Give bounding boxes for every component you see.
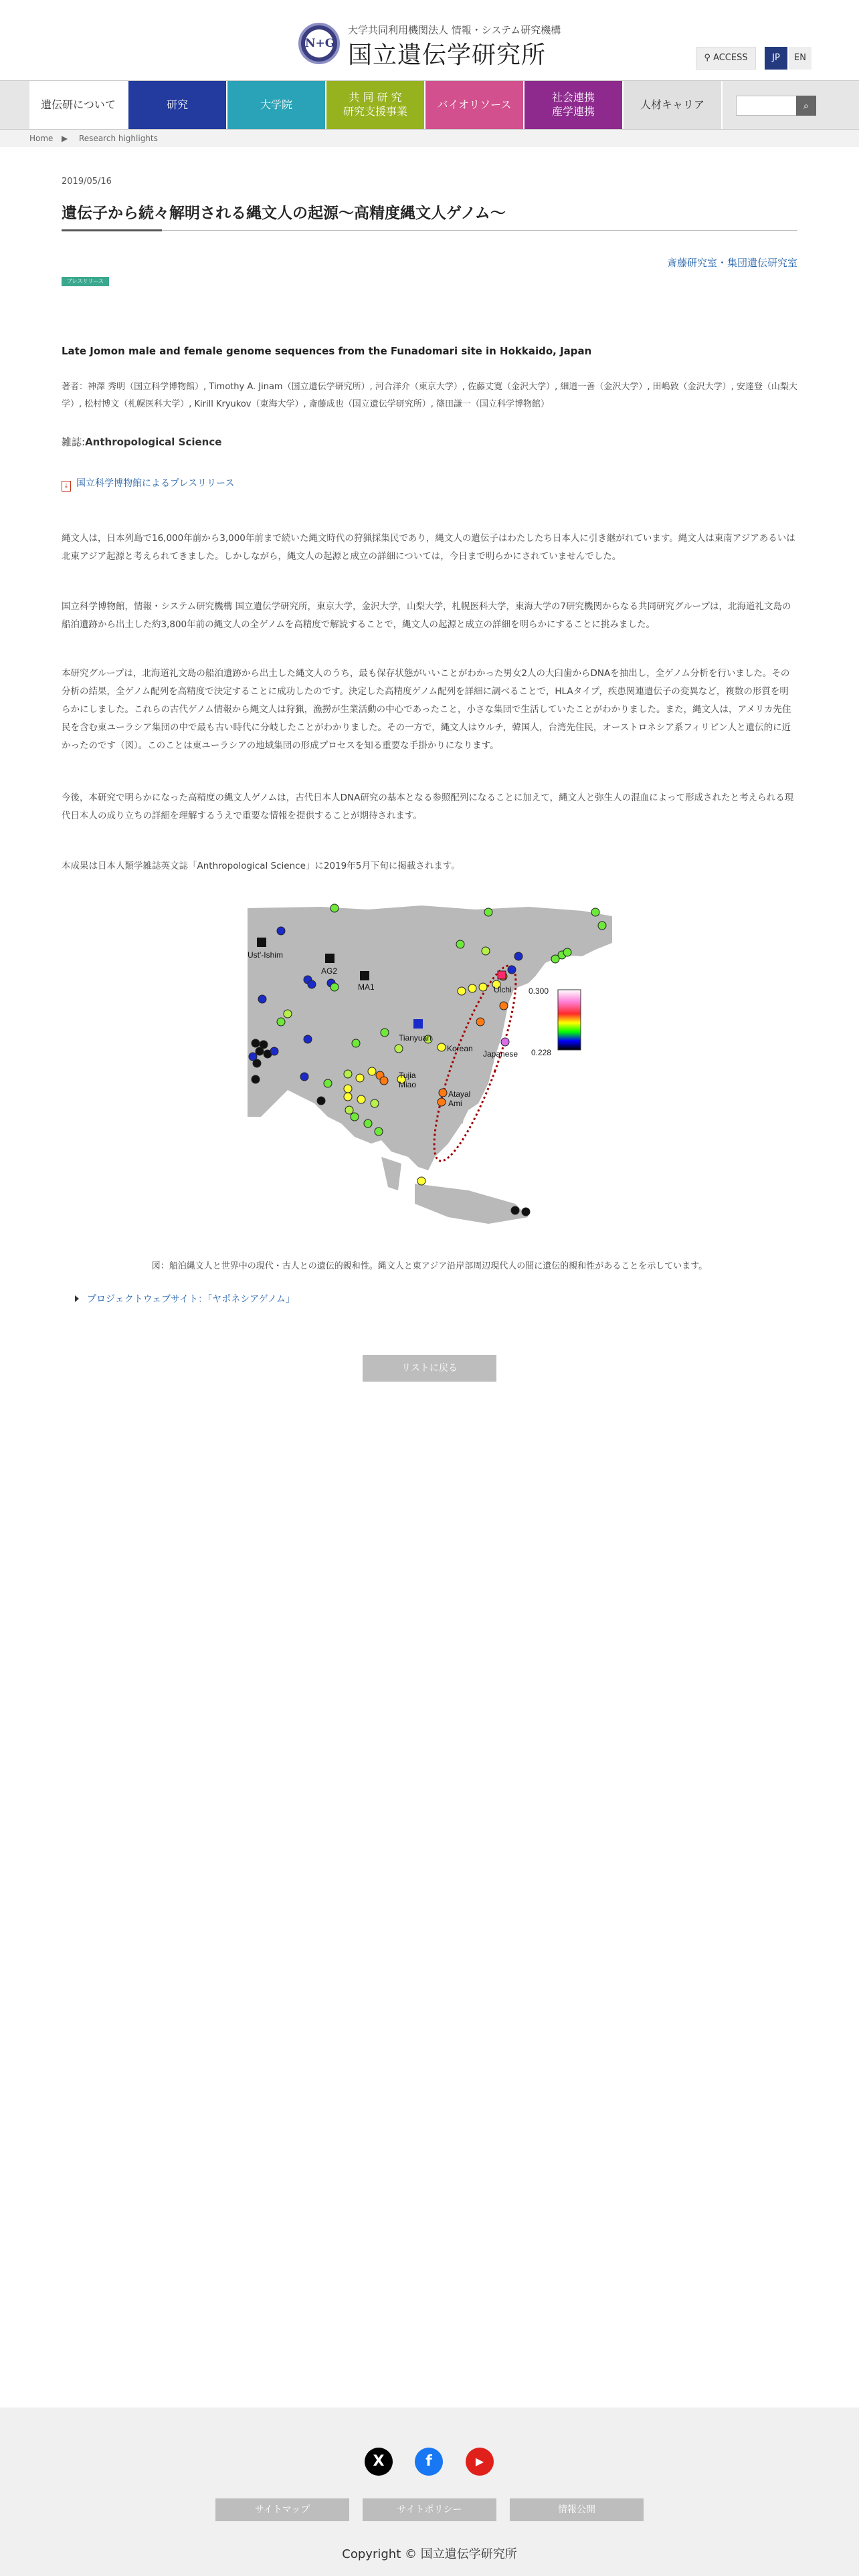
nav-item-about[interactable] (29, 81, 128, 129)
map-label: MA1 (358, 982, 375, 992)
scale-min-label: 0.228 (531, 1048, 552, 1057)
map-dot (375, 1128, 383, 1136)
map-dot (357, 1095, 365, 1103)
nav-label: 研究 (166, 98, 188, 111)
lang-jp-button[interactable]: JP (765, 47, 787, 70)
site-header (0, 0, 859, 80)
nav-label: 社会連携 産学連携 (551, 91, 595, 118)
map-dot (330, 983, 339, 991)
arrow-right-icon (75, 1295, 79, 1302)
scale-max-label: 0.300 (529, 986, 549, 996)
paragraph-1: 縄文人は，日本列島で16,000年前から3,000年前まで続いた縄文時代の狩猟採集民であり，縄文人の遺伝子はわたしたち日本人に引き継がれています。縄文人は東南アジアあるいは北東アジア起源と考えられてきました。しかしながら，縄文人の起源と成立の詳細については，今日まで明らかにされていませんでした。 (62, 533, 795, 562)
youtube-icon[interactable] (466, 2448, 494, 2476)
map-dot (344, 1093, 352, 1101)
map-dot (522, 1208, 530, 1216)
map-dot (468, 984, 476, 992)
map-dot (514, 952, 522, 960)
nav-item-career[interactable] (624, 81, 723, 129)
disclosure-link[interactable]: 情報公開 (510, 2498, 644, 2521)
logo-title: 国立遺伝学研究所 (348, 41, 547, 69)
map-dot (508, 966, 516, 974)
map-dot (438, 1043, 446, 1051)
map-dot (277, 1018, 285, 1026)
global-nav (0, 80, 859, 130)
map-dot (356, 1074, 364, 1082)
map-dot (258, 995, 266, 1003)
article-title: 遺伝子から続々解明される縄文人の起源〜高精度縄文人ゲノム〜 (62, 205, 506, 222)
logo-mark-icon (298, 23, 340, 64)
nav-label: 遺伝研について (41, 98, 116, 111)
map-dot (482, 947, 490, 955)
breadcrumb-home[interactable]: Home (29, 134, 54, 143)
map-dot (252, 1075, 260, 1083)
map-dot (380, 1077, 388, 1085)
map-dot (479, 983, 487, 991)
map-dot (304, 1035, 312, 1043)
map-dot (270, 1047, 278, 1055)
nav-item-bioresource[interactable] (425, 81, 524, 129)
map-dot (395, 1045, 403, 1053)
journal-label: 雑誌: (62, 436, 86, 448)
map-dot (501, 1038, 509, 1046)
article-date: 2019/05/16 (62, 177, 112, 187)
youtube-glyph: ▶ (475, 2455, 484, 2468)
back-to-list-button[interactable]: リストに戻る (363, 1355, 496, 1382)
x-icon[interactable] (365, 2448, 393, 2476)
x-glyph: X (373, 2453, 385, 2470)
map-dot (345, 1106, 353, 1114)
nav-label: 共 同 研 究 研究支援事業 (343, 91, 407, 118)
map-dot (364, 1119, 372, 1128)
access-button[interactable] (696, 47, 756, 70)
map-dot (352, 1039, 360, 1047)
map-label: Ulchi (494, 985, 512, 994)
map-dot (439, 1089, 447, 1097)
map-dot (344, 1070, 352, 1078)
facebook-glyph: f (425, 2453, 432, 2470)
nav-item-research[interactable] (128, 81, 227, 129)
lang-en-button[interactable]: EN (789, 47, 812, 70)
map-dot (253, 1059, 261, 1067)
map-dot (484, 908, 492, 916)
title-divider (62, 230, 797, 231)
pdf-icon: ⤓ (62, 481, 71, 492)
map-dot (563, 948, 571, 956)
search-icon[interactable]: ⌕ (796, 96, 816, 116)
nav-item-graduate[interactable] (227, 81, 326, 129)
malaysia-landmass (381, 1157, 401, 1190)
map-dot (500, 1002, 508, 1010)
press-release-label: 国立科学博物館によるプレスリリース (76, 478, 235, 489)
map-label: Ami (448, 1099, 462, 1108)
affinity-map (248, 903, 622, 1244)
logo-subtitle: 大学共同利用機関法人 情報・システム研究機構 (348, 24, 561, 36)
map-dot (308, 980, 316, 988)
paragraph-3: 本研究グループは，北海道礼文島の船泊遺跡から出土した縄文人のうち，最も保存状態がいいことがわかった男女2人の大臼歯からDNAを抽出し，全ゲノム分析を行いました。その分析の結果，全ゲノム配列を高精度で決定することに成功したのです。決定した高精度ゲノム配列を詳細に調べることで，HLAタイプ，疾患関連遺伝子の変異など，複数の形質を明らかにしました。これらの古代ゲノム情報から縄文人は狩猟，漁撈が生業活動の中心であったこと，小さな集団で生活していたことがわかりました。また，縄文人は，アメリカ先住民を含む東ユーラシア集団の中で最も古い時代に分岐したことがわかりました。その一方で，縄文人はウルチ，韓国人，台湾先住民，オーストロネシア系フィリピン人と遺伝的に近かったのです（図）。このことは東ユーラシアの地域集団の形成プロセスを知る重要な手掛かりになります。 (62, 668, 791, 751)
map-dot (591, 908, 599, 916)
project-website-label: プロジェクトウェブサイト：「ヤポネシアゲノム」 (87, 1294, 295, 1305)
jomon-sample-marker (498, 971, 506, 979)
copyright: Copyright © 国立遺伝学研究所 (342, 2547, 517, 2561)
journal-name: Anthropological Science (85, 436, 222, 448)
map-dot (476, 1018, 484, 1026)
map-label: Japanese (483, 1049, 518, 1059)
location-pin-icon: ⚲ (704, 53, 710, 63)
site-logo[interactable] (298, 20, 559, 67)
map-label: Atayal (448, 1089, 471, 1099)
color-scale (558, 990, 581, 1050)
map-dot (511, 1206, 519, 1214)
affinity-map-figure (248, 903, 622, 1244)
breadcrumb (0, 130, 859, 147)
map-dot (368, 1067, 376, 1075)
map-dot (551, 955, 559, 963)
map-dot (317, 1097, 325, 1105)
paragraph-4: 今後，本研究で明らかになった高精度の縄文人ゲノムは，古代日本人DNA研究の基本となる参照配列になることに加えて，縄文人と弥生人の混血によって形成されたと考えられる現代日本人の成り立ちの詳細を理解するうえで重要な情報を提供することが期待されます。 (62, 792, 794, 821)
map-dot (284, 1010, 292, 1018)
paragraph-5: 本成果は日本人類学雑誌英文誌「Anthropological Science」に2019年5月下旬に掲載されます。 (62, 861, 460, 871)
site-footer (0, 2407, 859, 2576)
map-dot (330, 904, 339, 912)
facebook-icon[interactable] (415, 2448, 443, 2476)
map-dot (598, 922, 606, 930)
map-label: Miao (399, 1080, 417, 1089)
paper-title: Late Jomon male and female genome sequences from the Funadomari site in Hokkaido, Japan (62, 345, 592, 357)
figure-caption: 図：船泊縄文人と世界中の現代・古人との遺伝的親和性。縄文人と東アジア沿岸部周辺現代人の間に遺伝的親和性があることを示しています。 (151, 1261, 708, 1271)
nav-label: 大学院 (260, 98, 292, 111)
map-dot (371, 1099, 379, 1107)
access-label: ACCESS (713, 53, 748, 63)
map-dot (324, 1079, 332, 1087)
lab-link[interactable]: 斎藤研究室・集団遺伝研究室 (666, 257, 797, 269)
map-dot (417, 1177, 425, 1185)
indonesia-landmass (415, 1184, 529, 1224)
sitemap-link[interactable]: サイトマップ (215, 2498, 349, 2521)
map-dot (438, 1098, 446, 1106)
map-dot (300, 1073, 308, 1081)
authors: 著者：神澤 秀明（国立科学博物館）, Timothy A. Jinam（国立遺伝学研究所）, 河合洋介（東京大学）, 佐藤丈寛（金沢大学）, 細道一善（金沢大学）, 田嶋敦（金沢大学）, 安達登（山梨大学）, 松村博文（札幌医科大学）, Kirill Kryukov（東海大学）, 斎藤成也（国立遺伝学研究所）, 篠田謙一（国立科学博物館） (62, 382, 797, 409)
map-label: Ust'-Ishim (248, 950, 283, 960)
project-website-link[interactable] (75, 1292, 295, 1305)
map-label: Korean (447, 1044, 473, 1053)
nav-item-collaboration[interactable] (326, 81, 425, 129)
ancient-sample-marker (257, 938, 266, 947)
breadcrumb-separator-icon: ▶ (62, 134, 68, 143)
paragraph-2: 国立科学博物館，情報・システム研究機構 国立遺伝学研究所，東京大学，金沢大学，山梨大学，札幌医科大学，東海大学の7研究機関からなる共同研究グループは，北海道礼文島の船泊遺跡から出土した約3,800年前の縄文人の全ゲノムを高精度で解読することで，縄文人の起源と成立の詳細を明らかにすることに挑みました。 (62, 601, 791, 630)
map-label: AG2 (321, 966, 338, 976)
ancient-sample-marker (360, 971, 369, 980)
map-dot (458, 987, 466, 995)
breadcrumb-current[interactable]: Research highlights (79, 134, 158, 143)
map-dot (277, 927, 285, 935)
map-dot (381, 1029, 389, 1037)
category-tag: プレスリリース (62, 277, 109, 286)
press-release-link[interactable] (62, 476, 234, 492)
ancient-sample-marker (325, 954, 335, 963)
journal (62, 435, 221, 449)
map-dot (256, 1047, 264, 1055)
nav-item-social[interactable] (524, 81, 624, 129)
map-dot (252, 1039, 260, 1047)
map-label: Tianyuan (399, 1033, 432, 1043)
search-input[interactable] (736, 96, 799, 116)
title-divider-accent (62, 229, 162, 231)
nav-label: 人材キャリア (640, 98, 704, 111)
logo-mark-text: N+G (305, 29, 333, 58)
nav-label: バイオリソース (437, 98, 512, 111)
map-dot (351, 1113, 359, 1121)
site-policy-link[interactable]: サイトポリシー (363, 2498, 496, 2521)
ancient-sample-marker (413, 1019, 423, 1029)
map-dot (344, 1085, 352, 1093)
map-dot (456, 940, 464, 948)
map-label: Tujia (399, 1071, 416, 1080)
